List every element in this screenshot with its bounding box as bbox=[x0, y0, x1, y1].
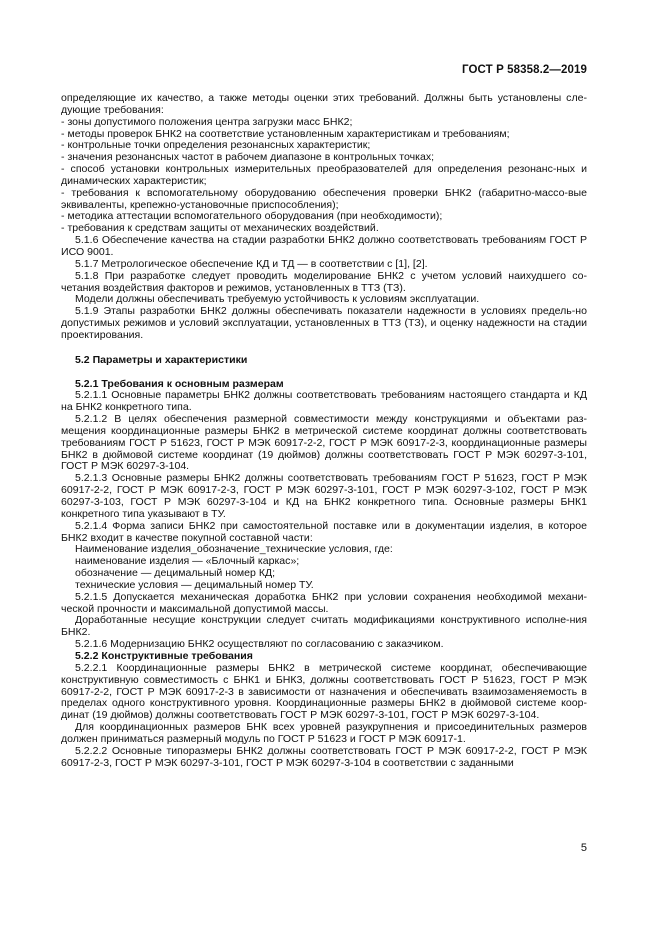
list-item: - требования к вспомогательному оборудованию обеспечения проверки БНК2 (габаритно-массо-вые эквиваленты, крепежно-установочные приспособления); bbox=[61, 186, 587, 211]
paragraph: 5.1.9 Этапы разработки БНК2 должны обеспечивать показатели надежности в условиях предель-но допустимых режимов и условий эксплуатации, установленных в ТТЗ (ТЗ), и оценку надежности на стадии проектирования. bbox=[61, 305, 587, 341]
paragraph: 5.1.8 При разработке следует проводить моделирование БНК2 с учетом условий наихудшего со-четания воздействия факторов и режимов, установленных в ТТЗ (ТЗ). bbox=[61, 269, 587, 294]
paragraph: 5.2.1.5 Допускается механическая доработка БНК2 при условии сохранения необходимой механи-ческой прочности и максимальной допустимой массы. bbox=[61, 590, 587, 615]
subsection-heading: 5.2.1 Требования к основным размерам bbox=[75, 377, 284, 390]
paragraph: 5.1.7 Метрологическое обеспечение КД и ТД — в соответствии с [1], [2]. bbox=[75, 257, 428, 270]
paragraph: 5.2.1.2 В целях обеспечения размерной совместимости между конструкциями и объектами раз-мещения координационные размеры БНК2 в метрической системе координат должны соответствовать требованиям ГОСТ Р 51623, ГОСТ Р МЭК 60917-2-2, ГОСТ Р МЭК 60917-2-3, координационные размеры БНК2 в дюймовой системе координат (19 дюймов) должны соответствовать ГОСТ Р МЭК 60297-3-101, ГОСТ Р МЭК 60297-3-104. bbox=[61, 413, 587, 473]
paragraph: Наименование изделия_обозначение_технические условия, где: bbox=[75, 543, 393, 556]
subsection-heading: 5.2.2 Конструктивные требования bbox=[75, 649, 253, 662]
list-item: - способ установки контрольных измерительных преобразователей для определения резонанс-ных и динамических характеристик; bbox=[61, 163, 587, 187]
document-body bbox=[61, 93, 587, 769]
document-code: ГОСТ Р 58358.2—2019 bbox=[462, 64, 587, 76]
page-number: 5 bbox=[580, 842, 587, 854]
paragraph: обозначение — децимальный номер КД; bbox=[75, 567, 276, 580]
paragraph: Доработанные несущие конструкции следует считать модификациями конструктивного исполне-ния БНК2. bbox=[61, 614, 587, 639]
list-item: - значения резонансных частот в рабочем диапазоне в контрольных точках; bbox=[61, 151, 435, 164]
list-item: - требования к средствам защиты от механических воздействий. bbox=[61, 222, 379, 235]
paragraph: 5.2.1.1 Основные параметры БНК2 должны соответствовать требованиям настоящего стандарта и КД на БНК2 конкретного типа. bbox=[61, 389, 587, 414]
paragraph: технические условия — децимальный номер ТУ. bbox=[75, 578, 314, 591]
paragraph: 5.2.2.2 Основные типоразмеры БНК2 должны соответствовать ГОСТ Р МЭК 60917-2-2, ГОСТ Р МЭК 60917-2-3, ГОСТ Р МЭК 60297-3-101, ГОСТ Р МЭК 60297-3-104 в соответствии с заданными bbox=[61, 744, 587, 769]
paragraph: Модели должны обеспечивать требуемую устойчивость к условиям эксплуатации. bbox=[75, 293, 480, 306]
paragraph: определяющие их качество, а также методы оценки этих требований. Должны быть установлены сле-дующие требования: bbox=[61, 92, 587, 116]
paragraph: 5.2.1.6 Модернизацию БНК2 осуществляют по согласованию с заказчиком. bbox=[75, 638, 444, 651]
paragraph: 5.2.1.4 Форма записи БНК2 при самостоятельной поставке или в документации изделия, в которое БНК2 входит в качестве покупной составной части: bbox=[61, 519, 587, 544]
paragraph: 5.2.1.3 Основные размеры БНК2 должны соответствовать требованиям ГОСТ Р 51623, ГОСТ Р МЭК 60917-2-2, ГОСТ Р МЭК 60917-2-3, ГОСТ Р МЭК 60297-3-101, ГОСТ Р МЭК 60297-3-102, ГОСТ Р МЭК 60297-3-103, ГОСТ Р МЭК 60297-3-104 и КД на БНК2 конкретного типа. Основные размеры БНК1 конкретного типа указывают в ТУ. bbox=[61, 472, 587, 520]
section-heading: 5.2 Параметры и характеристики bbox=[75, 353, 248, 366]
list-item: - методы проверок БНК2 на соответствие установленным характеристикам и требованиям; bbox=[61, 127, 510, 140]
paragraph: 5.1.6 Обеспечение качества на стадии разработки БНК2 должно соответствовать требованиям ГОСТ Р ИСО 9001. bbox=[61, 234, 587, 258]
paragraph: наименование изделия — «Блочный каркас»; bbox=[75, 555, 300, 568]
paragraph: Для координационных размеров БНК всех уровней разукрупнения и присоединительных размеров должен приниматься размерный модуль по ГОСТ Р 51623 и ГОСТ Р МЭК 60917-1. bbox=[61, 721, 587, 745]
list-item: - контрольные точки определения резонансных характеристик; bbox=[61, 139, 371, 152]
list-item: - зоны допустимого положения центра загрузки масс БНК2; bbox=[61, 115, 353, 128]
paragraph: 5.2.2.1 Координационные размеры БНК2 в метрической системе координат, обеспечивающие конструктивную совместимость с БНК1 и БНК3, должны соответствовать ГОСТ Р 51623, ГОСТ Р МЭК 60917-2-2, ГОСТ Р МЭК 60917-2-3 в зависимости от назначения и обеспечивать взаимозаменяемость в пределах одного конструктивного уровня. Координационные размеры БНК2 в дюймовой системе коор-динат (19 дюймов) должны соответствовать ГОСТ Р МЭК 60297-3-101, ГОСТ Р МЭК 60297-3-104. bbox=[61, 661, 587, 722]
list-item: - методика аттестации вспомогательного оборудования (при необходимости); bbox=[61, 210, 443, 223]
